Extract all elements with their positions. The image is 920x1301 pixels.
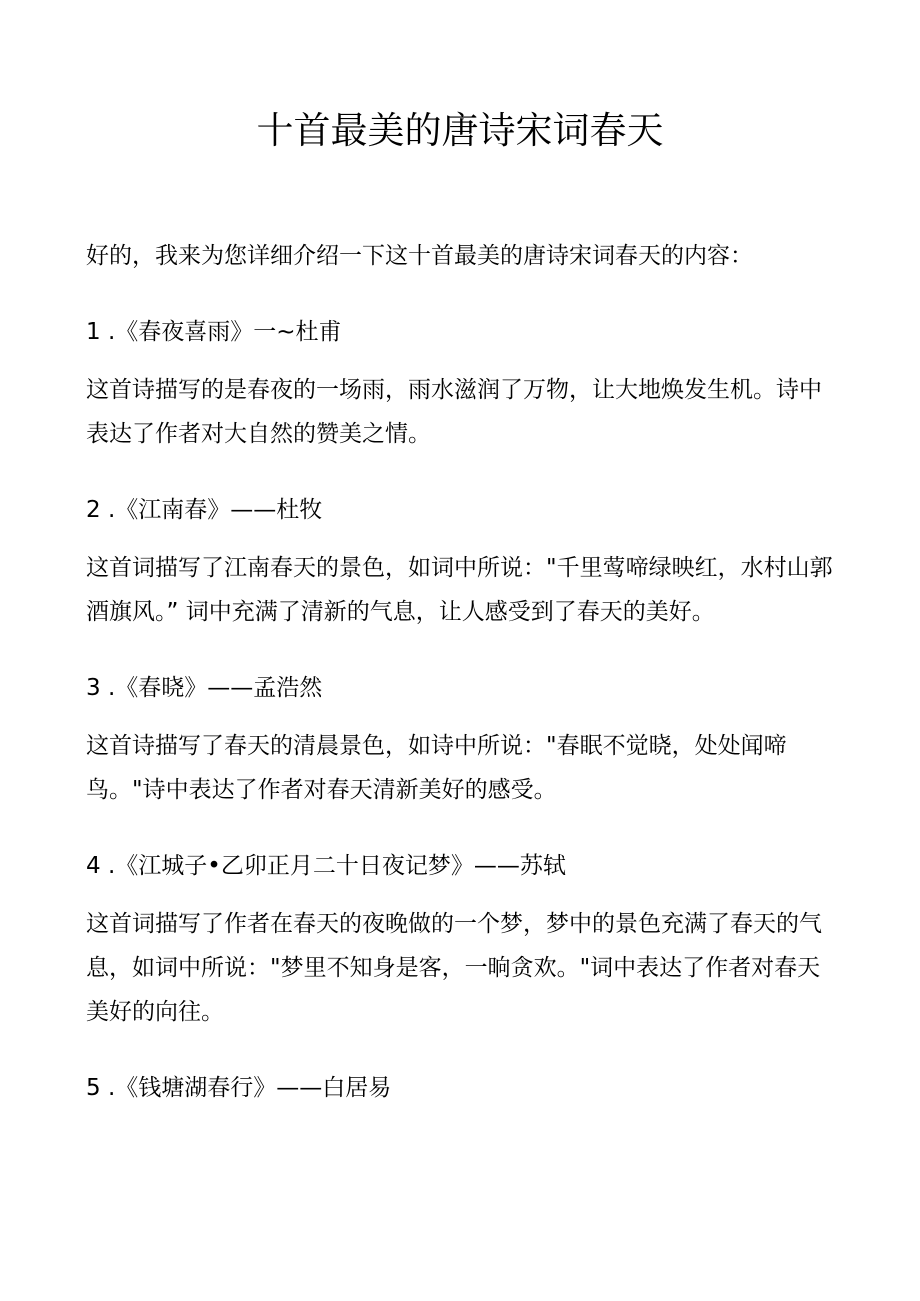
poem-entry-2 xyxy=(86,488,834,634)
poem-description: 这首词描写了作者在春天的夜晚做的一个梦，梦中的景色充满了春天的气息，如词中所说："梦里不知身是客，一晌贪欢。"词中表达了作者对春天美好的向往。 xyxy=(86,911,822,1025)
poem-heading: 1 .《春夜喜雨》一~杜甫 xyxy=(86,319,342,345)
intro-paragraph: 好的，我来为您详细介绍一下这十首最美的唐诗宋词春天的内容： xyxy=(86,243,753,269)
poem-heading: 5 .《钱塘湖春行》——白居易 xyxy=(86,1075,392,1101)
poem-heading: 2 .《江南春》——杜牧 xyxy=(86,497,323,523)
document-body xyxy=(86,234,834,1142)
poem-description: 这首诗描写的是春夜的一场雨，雨水滋润了万物，让大地焕发生机。诗中表达了作者对大自然的赞美之情。 xyxy=(86,377,822,447)
poem-description: 这首诗描写了春天的清晨景色，如诗中所说："春眠不觉晓，处处闻啼鸟。"诗中表达了作者对春天清新美好的感受。 xyxy=(86,733,787,803)
poem-heading: 3 .《春晓》——孟浩然 xyxy=(86,675,323,701)
poem-entry-4 xyxy=(86,844,834,1034)
poem-entry-3 xyxy=(86,666,834,812)
page-title: 十首最美的唐诗宋词春天 xyxy=(256,109,664,152)
poem-description: 这首词描写了江南春天的景色，如词中所说："千里莺啼绿映红，水村山郭酒旗风。” 词中充满了清新的气息，让人感受到了春天的美好。 xyxy=(86,555,833,625)
poem-entry-1 xyxy=(86,310,834,456)
poem-entry-5 xyxy=(86,1066,834,1110)
poem-heading: 4 .《江城子•乙卯正月二十日夜记梦》——苏轼 xyxy=(86,853,566,879)
